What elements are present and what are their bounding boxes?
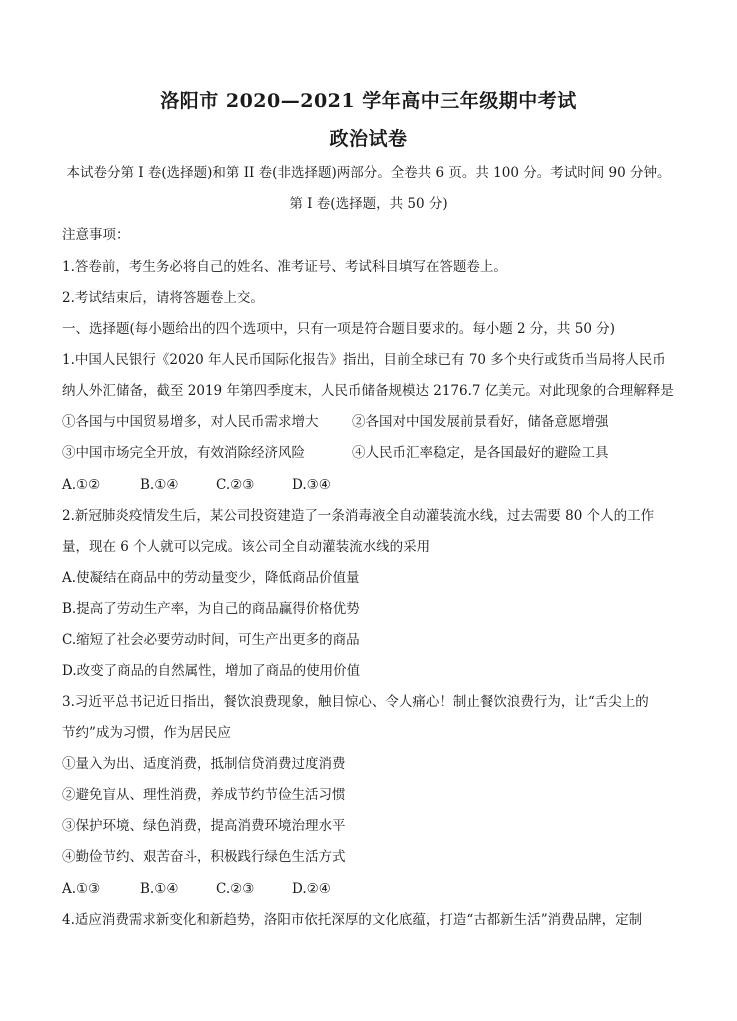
q2-option-a: A.使凝结在商品中的劳动量变少，降低商品价值量 — [62, 570, 360, 586]
q1-statement-1: ①各国与中国贸易增多，对人民币需求增大 — [62, 414, 319, 430]
part-one-heading: 第 I 卷(选择题，共 50 分) — [289, 196, 448, 212]
q4-stem-line-1: 4.适应消费需求新变化和新趋势，洛阳市依托深厚的文化底蕴，打造“古都新生活”消费品牌，定制 — [62, 912, 643, 928]
q1-statement-3: ③中国市场完全开放，有效消除经济风险 — [62, 445, 305, 461]
q1-option-c: C.②③ — [216, 477, 255, 493]
q3-option-b: B.①④ — [140, 881, 179, 897]
q2-stem-line-2: 量，现在 6 个人就可以完成。该公司全自动灌装流水线的采用 — [62, 539, 431, 555]
q1-statement-4: ④人民币汇率稳定，是各国最好的避险工具 — [352, 445, 609, 461]
q3-option-d: D.②④ — [292, 881, 331, 897]
q3-stem-line-2: 节约”成为习惯，作为居民应 — [62, 725, 231, 741]
notes-item-1: 1.答卷前，考生务必将自己的姓名、准考证号、考试科目填写在答题卷上。 — [62, 259, 507, 275]
section-heading: 一、选择题(每小题给出的四个选项中，只有一项是符合题目要求的。每小题 2 分，共 50 分) — [62, 321, 615, 337]
q1-stem-line-1: 1.中国人民银行《2020 年人民币国际化报告》指出，目前全球已有 70 多个央行或货币当局将人民币 — [62, 352, 666, 368]
exam-title: 洛阳市 2020—2021 学年高中三年级期中考试 — [160, 90, 577, 112]
q3-statement-4: ④勤俭节约、艰苦奋斗，积极践行绿色生活方式 — [62, 849, 346, 865]
q1-option-b: B.①④ — [140, 477, 179, 493]
q3-stem-line-1: 3.习近平总书记近日指出，餐饮浪费现象，触目惊心、令人痛心！制止餐饮浪费行为，让“舌尖上的 — [62, 694, 649, 710]
q3-statement-1: ①量入为出、适度消费，抵制信贷消费过度消费 — [62, 756, 346, 772]
q3-statement-2: ②避免盲从、理性消费，养成节约节俭生活习惯 — [62, 787, 346, 803]
q1-option-d: D.③④ — [292, 477, 331, 493]
q1-statement-2: ②各国对中国发展前景看好，储备意愿增强 — [352, 414, 609, 430]
q3-option-c: C.②③ — [216, 881, 255, 897]
q2-option-b: B.提高了劳动生产率，为自己的商品赢得价格优势 — [62, 601, 360, 617]
q2-stem-line-1: 2.新冠肺炎疫情发生后，某公司投资建造了一条消毒液全自动灌装流水线，过去需要 80 个人的工作 — [62, 508, 655, 524]
exam-intro: 本试卷分第 I 卷(选择题)和第 II 卷(非选择题)两部分。全卷共 6 页。共 100 分。考试时间 90 分钟。 — [66, 165, 671, 181]
q3-option-a: A.①③ — [62, 881, 101, 897]
exam-subtitle: 政治试卷 — [329, 128, 408, 150]
notes-heading: 注意事项： — [62, 227, 130, 243]
notes-item-2: 2.考试结束后，请将答题卷上交。 — [62, 290, 264, 306]
q2-option-c: C.缩短了社会必要劳动时间，可生产出更多的商品 — [62, 632, 360, 648]
q1-stem-line-2: 纳人外汇储备，截至 2019 年第四季度末，人民币储备规模达 2176.7 亿美元。对此现象的合理解释是 — [62, 383, 674, 399]
q3-statement-3: ③保护环境、绿色消费，提高消费环境治理水平 — [62, 818, 346, 834]
q2-option-d: D.改变了商品的自然属性，增加了商品的使用价值 — [62, 663, 361, 679]
q1-option-a: A.①② — [62, 477, 101, 493]
